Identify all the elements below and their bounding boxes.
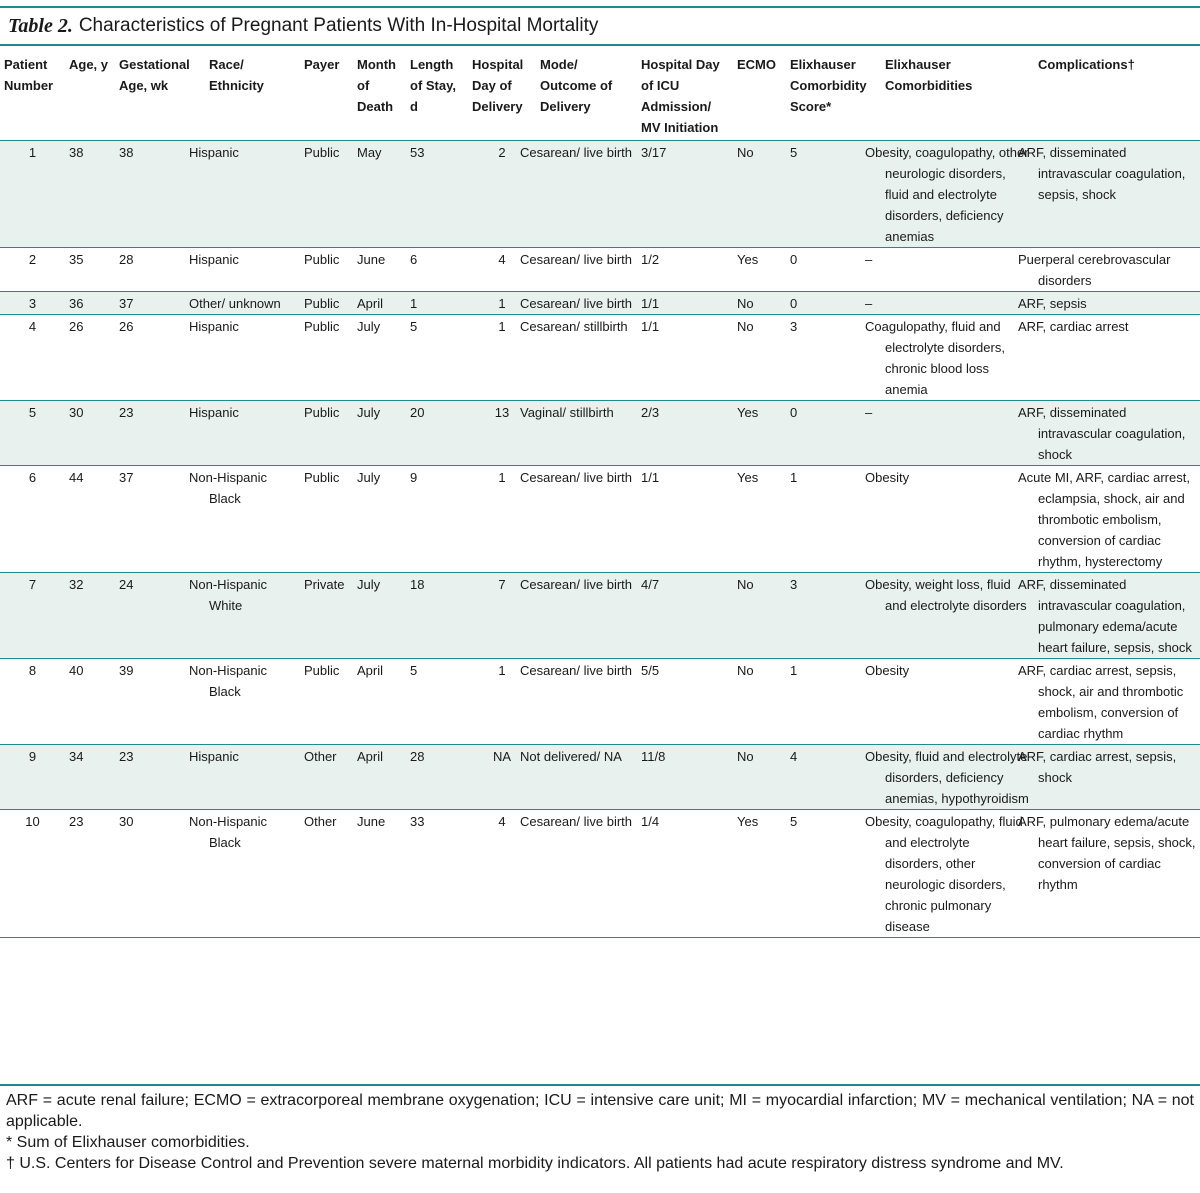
table-caption (0, 6, 1200, 46)
table-cell: Hispanic (205, 248, 300, 292)
table-cell: Non-Hispanic Black (205, 810, 300, 938)
table-cell: 1/4 (637, 810, 733, 938)
table-row (0, 810, 1200, 938)
table-cell: No (733, 745, 786, 810)
table-cell: 6 (0, 466, 65, 573)
table-cell: Obesity (881, 466, 1034, 573)
table-row (0, 659, 1200, 745)
table-cell: Hispanic (205, 745, 300, 810)
table-cell: 0 (786, 401, 881, 466)
table-cell: Cesarean/ stillbirth (536, 315, 637, 401)
table-cell: July (353, 573, 406, 659)
table-cell: 1 (786, 659, 881, 745)
table-cell: 2/3 (637, 401, 733, 466)
column-header: Month of Death (353, 52, 406, 141)
table-cell: 30 (115, 810, 205, 938)
table-cell: 3 (786, 573, 881, 659)
table-cell: 18 (406, 573, 468, 659)
table-cell: – (881, 401, 1034, 466)
table-cell: 1 (468, 315, 536, 401)
table-cell: Yes (733, 466, 786, 573)
table-row (0, 315, 1200, 401)
table-cell: 5 (406, 315, 468, 401)
abbreviations-note: ARF = acute renal failure; ECMO = extracorporeal membrane oxygenation; ICU = intensive care unit; MI = myocardial infarction; MV = mechanical ventilation; NA = not applicable. (6, 1092, 1194, 1130)
table-cell: Other (300, 810, 353, 938)
table-cell: 1 (0, 141, 65, 248)
table-cell: June (353, 248, 406, 292)
table-cell: 23 (115, 745, 205, 810)
table-cell: 1 (468, 659, 536, 745)
table-cell: Public (300, 141, 353, 248)
table-footnotes (0, 1084, 1200, 1174)
table-cell: Hispanic (205, 401, 300, 466)
table-cell: 4/7 (637, 573, 733, 659)
table-cell: 2 (0, 248, 65, 292)
table-cell: 1/1 (637, 315, 733, 401)
table-cell: 5/5 (637, 659, 733, 745)
table-cell: 53 (406, 141, 468, 248)
table-cell: 4 (786, 745, 881, 810)
table-cell: 5 (406, 659, 468, 745)
column-header: Race/ Ethnicity (205, 52, 300, 141)
table-cell: 7 (0, 573, 65, 659)
table-cell: ARF, disseminated intravascular coagulation, pulmonary edema/acute heart failure, sepsis, shock (1034, 573, 1200, 659)
table-cell: Public (300, 401, 353, 466)
column-header: Length of Stay, d (406, 52, 468, 141)
table-cell: Hispanic (205, 315, 300, 401)
table-cell: May (353, 141, 406, 248)
table-cell: Non-Hispanic Black (205, 659, 300, 745)
table-cell: Public (300, 659, 353, 745)
table-cell: 1 (786, 466, 881, 573)
column-header: Hospital Day of Delivery (468, 52, 536, 141)
table-cell: Cesarean/ live birth (536, 248, 637, 292)
table-cell: Public (300, 248, 353, 292)
table-cell: 8 (0, 659, 65, 745)
table-cell: No (733, 573, 786, 659)
table-cell: 9 (406, 466, 468, 573)
table-cell: 20 (406, 401, 468, 466)
table-cell: 4 (468, 810, 536, 938)
dagger-footnote: † U.S. Centers for Disease Control and Prevention severe maternal morbidity indicators. All patients had acute respiratory distress syndrome and MV. (6, 1155, 1064, 1172)
table-cell: Not delivered/ NA (536, 745, 637, 810)
table-cell: July (353, 315, 406, 401)
table-cell: 1/1 (637, 292, 733, 315)
table-body (0, 141, 1200, 938)
table-cell: 26 (115, 315, 205, 401)
table-row (0, 745, 1200, 810)
table-cell: 33 (406, 810, 468, 938)
table-cell: Public (300, 292, 353, 315)
column-header: ECMO (733, 52, 786, 141)
table-cell: Cesarean/ live birth (536, 659, 637, 745)
table-cell: 39 (115, 659, 205, 745)
table-cell: Yes (733, 248, 786, 292)
table-cell: Non-Hispanic White (205, 573, 300, 659)
table-cell: 4 (468, 248, 536, 292)
table-cell: Obesity, coagulopathy, other neurologic disorders, fluid and electrolyte disorders, deficiency anemias (881, 141, 1034, 248)
table-cell: Public (300, 315, 353, 401)
table-cell: ARF, cardiac arrest (1034, 315, 1200, 401)
table-cell: 7 (468, 573, 536, 659)
column-header: Elixhauser Comorbidity Score* (786, 52, 881, 141)
table-cell: 28 (406, 745, 468, 810)
table-cell: 13 (468, 401, 536, 466)
table-cell: No (733, 141, 786, 248)
table-cell: Cesarean/ live birth (536, 292, 637, 315)
column-header: Elixhauser Comorbidities (881, 52, 1034, 141)
table-cell: Puerperal cerebrovascular disorders (1034, 248, 1200, 292)
column-header: Patient Number (0, 52, 65, 141)
table-cell: Vaginal/ stillbirth (536, 401, 637, 466)
table-cell: Cesarean/ live birth (536, 573, 637, 659)
column-header: Age, y (65, 52, 115, 141)
column-header: Complications† (1034, 52, 1200, 141)
table-cell: Cesarean/ live birth (536, 141, 637, 248)
table-cell: 32 (65, 573, 115, 659)
table-cell: Public (300, 466, 353, 573)
table-row (0, 292, 1200, 315)
table-cell: 38 (115, 141, 205, 248)
table-cell: No (733, 315, 786, 401)
table-cell: 36 (65, 292, 115, 315)
table-cell: ARF, disseminated intravascular coagulation, sepsis, shock (1034, 141, 1200, 248)
table-cell: 1/1 (637, 466, 733, 573)
table-cell: 44 (65, 466, 115, 573)
table-cell: 1/2 (637, 248, 733, 292)
table-cell: NA (468, 745, 536, 810)
table-cell: 2 (468, 141, 536, 248)
table-cell: 30 (65, 401, 115, 466)
table-cell: April (353, 659, 406, 745)
table-cell: 5 (0, 401, 65, 466)
table-cell: Acute MI, ARF, cardiac arrest, eclampsia, shock, air and thrombotic embolism, conversion of cardiac rhythm, hysterectomy (1034, 466, 1200, 573)
table-cell: Private (300, 573, 353, 659)
table-cell: 40 (65, 659, 115, 745)
column-header: Gestational Age, wk (115, 52, 205, 141)
table-cell: 28 (115, 248, 205, 292)
table-cell: 3 (0, 292, 65, 315)
table-cell: 9 (0, 745, 65, 810)
table-cell: 3 (786, 315, 881, 401)
column-header: Payer (300, 52, 353, 141)
table-label: Table 2. (8, 14, 73, 37)
table-cell: ARF, disseminated intravascular coagulation, shock (1034, 401, 1200, 466)
table-cell: 24 (115, 573, 205, 659)
table-cell: Obesity (881, 659, 1034, 745)
column-header: Mode/ Outcome of Delivery (536, 52, 637, 141)
table-cell: Cesarean/ live birth (536, 810, 637, 938)
table-cell: 1 (468, 292, 536, 315)
table-cell: 11/8 (637, 745, 733, 810)
table-cell: 23 (115, 401, 205, 466)
table-cell: 6 (406, 248, 468, 292)
table-cell: 0 (786, 292, 881, 315)
table-cell: Other/ unknown (205, 292, 300, 315)
table-cell: July (353, 401, 406, 466)
table-cell: 26 (65, 315, 115, 401)
table-cell: No (733, 292, 786, 315)
table-cell: 37 (115, 292, 205, 315)
table-cell: – (881, 292, 1034, 315)
table-cell: April (353, 745, 406, 810)
table-cell: 5 (786, 810, 881, 938)
table-cell: 37 (115, 466, 205, 573)
table-row (0, 466, 1200, 573)
table-cell: 35 (65, 248, 115, 292)
table-cell: Hispanic (205, 141, 300, 248)
table-cell: 34 (65, 745, 115, 810)
table-cell: June (353, 810, 406, 938)
table-cell: No (733, 659, 786, 745)
table-cell: Cesarean/ live birth (536, 466, 637, 573)
table-cell: ARF, cardiac arrest, sepsis, shock (1034, 745, 1200, 810)
table-row (0, 573, 1200, 659)
table-cell: ARF, pulmonary edema/acute heart failure, sepsis, shock, conversion of cardiac rhythm (1034, 810, 1200, 938)
table-cell: Yes (733, 810, 786, 938)
table-cell: Obesity, coagulopathy, fluid and electrolyte disorders, other neurologic disorders, chronic pulmonary disease (881, 810, 1034, 938)
table-cell: 23 (65, 810, 115, 938)
table-row (0, 141, 1200, 248)
table-cell: July (353, 466, 406, 573)
table-cell: 4 (0, 315, 65, 401)
table-cell: ARF, sepsis (1034, 292, 1200, 315)
column-header: Hospital Day of ICU Admission/ MV Initiation (637, 52, 733, 141)
star-footnote: * Sum of Elixhauser comorbidities. (6, 1134, 250, 1151)
table-cell: Obesity, weight loss, fluid and electrolyte disorders (881, 573, 1034, 659)
table-title: Characteristics of Pregnant Patients With In-Hospital Mortality (78, 15, 599, 36)
table-cell: ARF, cardiac arrest, sepsis, shock, air and thrombotic embolism, conversion of cardiac rhythm (1034, 659, 1200, 745)
mortality-table (0, 52, 1200, 938)
table-row (0, 248, 1200, 292)
table-row (0, 401, 1200, 466)
table-cell: 38 (65, 141, 115, 248)
table-cell: Yes (733, 401, 786, 466)
table-header-row (0, 52, 1200, 141)
table-cell: Obesity, fluid and electrolyte disorders, deficiency anemias, hypothyroidism (881, 745, 1034, 810)
table-cell: 0 (786, 248, 881, 292)
table-cell: 3/17 (637, 141, 733, 248)
table-cell: 1 (468, 466, 536, 573)
table-cell: – (881, 248, 1034, 292)
table-cell: April (353, 292, 406, 315)
table-cell: 10 (0, 810, 65, 938)
table-cell: 1 (406, 292, 468, 315)
table-cell: Coagulopathy, fluid and electrolyte disorders, chronic blood loss anemia (881, 315, 1034, 401)
table-cell: Other (300, 745, 353, 810)
table-cell: 5 (786, 141, 881, 248)
table-cell: Non-Hispanic Black (205, 466, 300, 573)
